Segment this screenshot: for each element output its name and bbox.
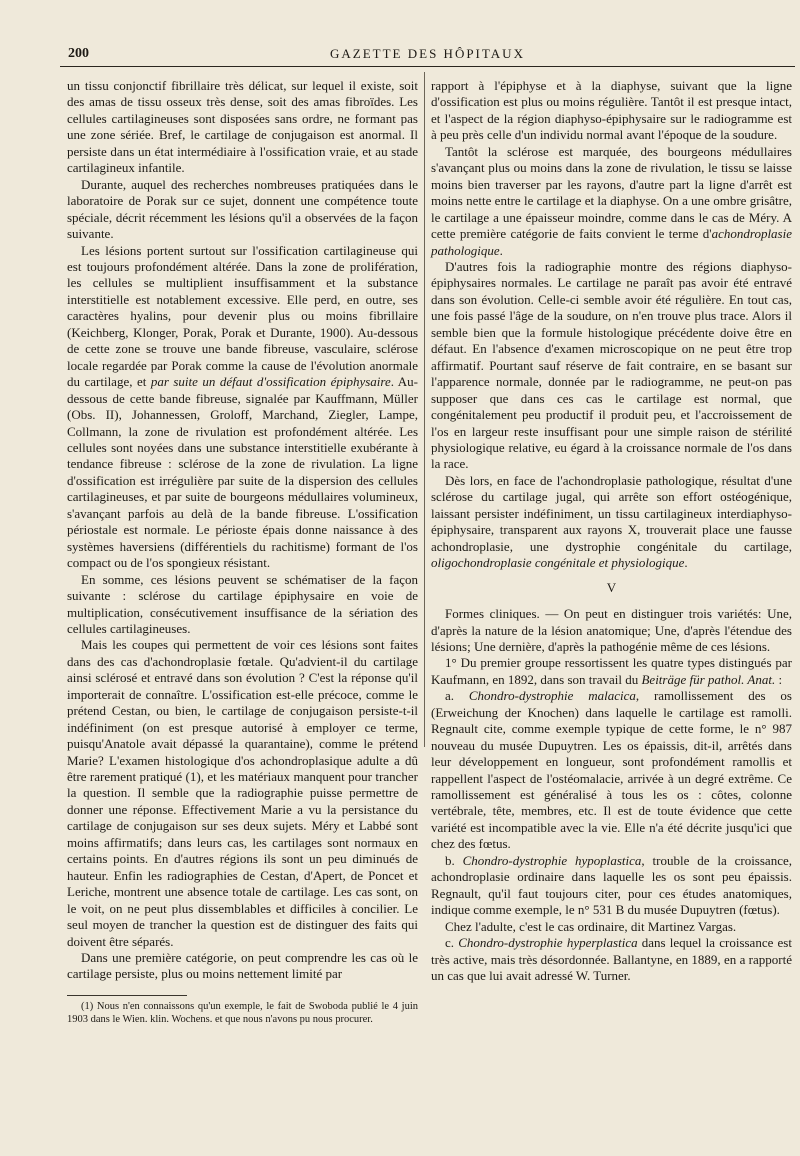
paragraph: [431, 853, 792, 919]
paragraph: Dans une première catégorie, on peut comprendre les cas où le cartilage persiste, plus ou moins nettement limité par: [67, 950, 418, 982]
footnote-text: (1) Nous n'en connaissons qu'un exemple, le fait de Swoboda publié le 4 juin 1903 dans le Wien. klin. Wochens. et que nous n'avons pu nous procurer.: [67, 1000, 418, 1025]
paragraph: rapport à l'épiphyse et à la diaphyse, suivant que la ligne d'ossification est plus ou moins régulière. Tantôt il est presque intact, et l'aspect de la région diaphyso-épiphysaire sur le radiogramme est à peu près celle d'un individu normal avant l'époque de la soudure.: [431, 78, 792, 143]
paragraph: [431, 144, 792, 259]
paragraph: Formes cliniques. — On peut en distinguer trois variétés: Une, d'après la nature de la lésion anatomique; Une, d'après l'étendue des lésions; Une dernière, d'après la pathogénie même de ces lésions.: [431, 606, 792, 654]
left-column: [67, 78, 418, 1026]
text-run: . Au-dessous de cette bande fibreuse, signalée par Kauffmann, Müller (Obs. II), Johannessen, Groloff, Marchand, Ziegler, Lampe, Collmann, la zone de rivulation est profondément altérée. Les cellules sont noyées dans une substance interstitielle exubérante à tendance fibreuse : sclérose de la zone de rivulation. La ligne d'ossification est irrégulière par suite de la dispersion des cellules cartilagineuses, et par suite de bourgeons médullaires volumineux, s'avançant parfois au delà de la bande fibreuse. L'ossification périostale est normale. Le périoste épais donne naissance à des systèmes haversiens (différentiels du rachitisme) formant de l'os compact ou de l'os spongieux résistant.: [67, 374, 418, 571]
section-heading: V: [606, 579, 617, 595]
page-number: 200: [68, 46, 89, 61]
text-run: b.: [445, 852, 463, 868]
text-run: Dès lors, en face de l'achondroplasie pathologique, résultat d'une sclérose du cartilage jugal, qui arrête son effort ostéogénique, laissant persister indéfiniment, un tissu cartilagineux interdiaphyso-épiphysaire, transparent aux rayons X, trouverait place une fausse achondroplasie, une dystrophie congénitale du cartilage,: [431, 472, 792, 554]
journal-title: GAZETTE DES HÔPITAUX: [330, 46, 525, 61]
text-run: , ramollissement des os (Erweichung der Knochen) dans laquelle le cartilage est ramolli. Regnault cite, comme exemple typique de cette forme, le n° 987 nouveau du musée Dupuytren. Les os épaissis, dit-il, arrêtés dans leur développement en longueur, sont profondément ramollis et rappellent l'aspect de l'ostéomalacie, arrivée à un degré extrême. Ce ramollissement est généralisé à tous les os : côtes, colonne vertébrale, tête, membres, etc. Il est de toute évidence que cette variété est incompatible avec la vie. Elle n'a été décrite jusqu'ici que chez des fœtus.: [431, 688, 792, 852]
text-run: :: [775, 671, 783, 687]
running-header: [60, 44, 795, 67]
text-run: Tantôt la sclérose est marquée, des bourgeons médullaires s'avançant plus ou moins dans la zone de rivulation, le tissu se laisse moins bien traverser par les rayons, d'autre part la ligne d'arrêt est moins nette entre le cartilage et la diaphyse. On a une ombre grisâtre, le cartilage a une épaisseur moindre, comme dans le cas de Méry. A cette première catégorie de faits convient le terme d': [431, 143, 792, 242]
text-run: Les lésions portent surtout sur l'ossification cartilagineuse qui est toujours profondément altérée. Dans la zone de prolifération, les cellules se multiplient insuffisamment et la substance interstitielle est notablement excessive. Elle perd, en outre, ses caractères hyalins, pour devenir plus ou moins fibrillaire (Keichberg, Klonger, Porak, Porak et Durante, 1900). Au-dessous de cette zone se trouve une bande fibreuse, vasculaire, sclérose locale regardée par Porak comme la cause de l'évolution anormale du cartilage, et: [67, 242, 418, 390]
paragraph: [431, 655, 792, 688]
text-run: 1° Du premier groupe ressortissent les quatre types distingués par Kaufmann, en 1892, dans son travail du: [431, 655, 792, 687]
text-run: dans lequel la croissance est très active, mais très désordonnée. Ballantyne, en 1889, en a rapporté un cas que lui avait adressé W. Turner.: [431, 935, 792, 984]
paragraph: D'autres fois la radiographie montre des régions diaphyso-épiphysaires normales. Le cartilage ne paraît pas avoir été entravé dans son évolution. Celle-ci semble avoir été régulière. En tout cas, une fois passé l'âge de la soudure, on n'en trouve plus trace. Alors il semble bien que la formule histologique précédente doive être en défaut. En l'absence d'examen microscopique on ne peut être trop affirmatif. Pourtant sauf réserve de fait contraire, en se basant sur l'apparence normale, donnée par le radiogramme, ne peut-on pas supposer que dans ces cas le cartilage est normal, que congénitalement peu productif il produit peu, et l'accroissement de l'os en largeur reste insuffisant pour une simple raison de stérilité physiologique relative, eu égard à la croissance normale de l'os dans la race.: [431, 258, 792, 472]
italic-run: Beiträge für pathol. Anat.: [641, 671, 776, 687]
footnote: [67, 1000, 418, 1026]
paragraph: [431, 935, 792, 984]
italic-run: Chondro-dystrophie malacica: [468, 688, 636, 704]
paragraph: [67, 243, 418, 572]
paragraph: Chez l'adulte, c'est le cas ordinaire, dit Martinez Vargas.: [445, 918, 737, 934]
text-run: .: [499, 242, 503, 258]
italic-run: Chondro-dystrophie hypoplastica: [462, 852, 642, 868]
paragraph: [431, 473, 792, 572]
paragraph: [431, 688, 792, 853]
paragraph: Durante, auquel des recherches nombreuses pratiquées dans le laboratoire de Porak sur ce sujet, donnent une compétence toute spéciale, décrit récemment les lésions qu'il a observées de la façon suivante.: [67, 176, 418, 242]
text-run: a.: [445, 688, 469, 704]
text-run: c.: [445, 935, 459, 951]
paragraph: Mais les coupes qui permettent de voir ces lésions sont faites dans des cas d'achondroplasie fœtale. Qu'advient-il du cartilage ainsi sclérosé et entravé dans son évolution ? C'est la réponse qu'il importerait de connaître. L'ossification est-elle précoce, comme le prétend Cestan, ou bien, le cartilage de conjugaison persiste-t-il indéfiniment (on est presque autorisé à employer ce terme, puisqu'Anatole avait dépassé la quarantaine), comme le prétend Marie? L'examen histologique d'os achondroplasique adulte a dû être rarement pratiqué (1), et les matériaux manquent pour trancher la question. Il semble que la radiographie puisse permettre de donner une réponse. Effectivement Marie a vu la persistance du cartilage de conjugaison sur ses deux sujets. Méry et Labbé sont moins affirmatifs; dans leurs cas, les cartilages sont normaux en certains points. En d'autres régions ils sont un peu diminués de hauteur. Enfin les radiographies de Cestan, d'Apert, de Poncet et Leriche, montrent une absence totale de cartilage. Les cas sont, on le voit, on ne peut plus dissemblables et difficiles à concilier. Le seul moyen de trancher la question est de distinguer des faits qui doivent être séparés.: [67, 637, 418, 949]
footnote-rule: [67, 995, 187, 996]
italic-run: achondroplasie pathologique: [431, 226, 792, 258]
paragraph: En somme, ces lésions peuvent se schématiser de la façon suivante : sclérose du cartilage épiphysaire en voie de multiplication, consécutivement insuffisance de la sériation des cellules cartilagineuses.: [67, 571, 418, 636]
italic-run: par suite un défaut d'ossification épiphysaire: [150, 374, 391, 390]
text-run: .: [684, 555, 688, 571]
italic-run: Chondro-dystrophie hyperplastica: [458, 935, 638, 951]
right-column: [431, 78, 792, 984]
paragraph: un tissu conjonctif fibrillaire très délicat, sur lequel il existe, soit des amas de tissu osseux très dense, soit des amas fibroïdes. Les cellules cartilagineuses sont disposées sans ordre, ne formant pas une zone sériée. Bref, le cartilage de conjugaison est anormal. Il persiste dans un état intermédiaire à l'ossification vraie, et au stade cartilagineux infantile.: [67, 78, 418, 176]
column-divider: [424, 72, 425, 747]
italic-run: oligochondroplasie congénitale et physiologique: [431, 555, 685, 571]
text-run: , trouble de la croissance, achondroplasie ordinaire dans laquelle les os sont peu épaissis. Regnault, qu'il faut toujours citer, pour ces études anatomiques, indique comme exemple, le n° 531 B du musée Dupuytren (fœtus).: [431, 852, 792, 918]
